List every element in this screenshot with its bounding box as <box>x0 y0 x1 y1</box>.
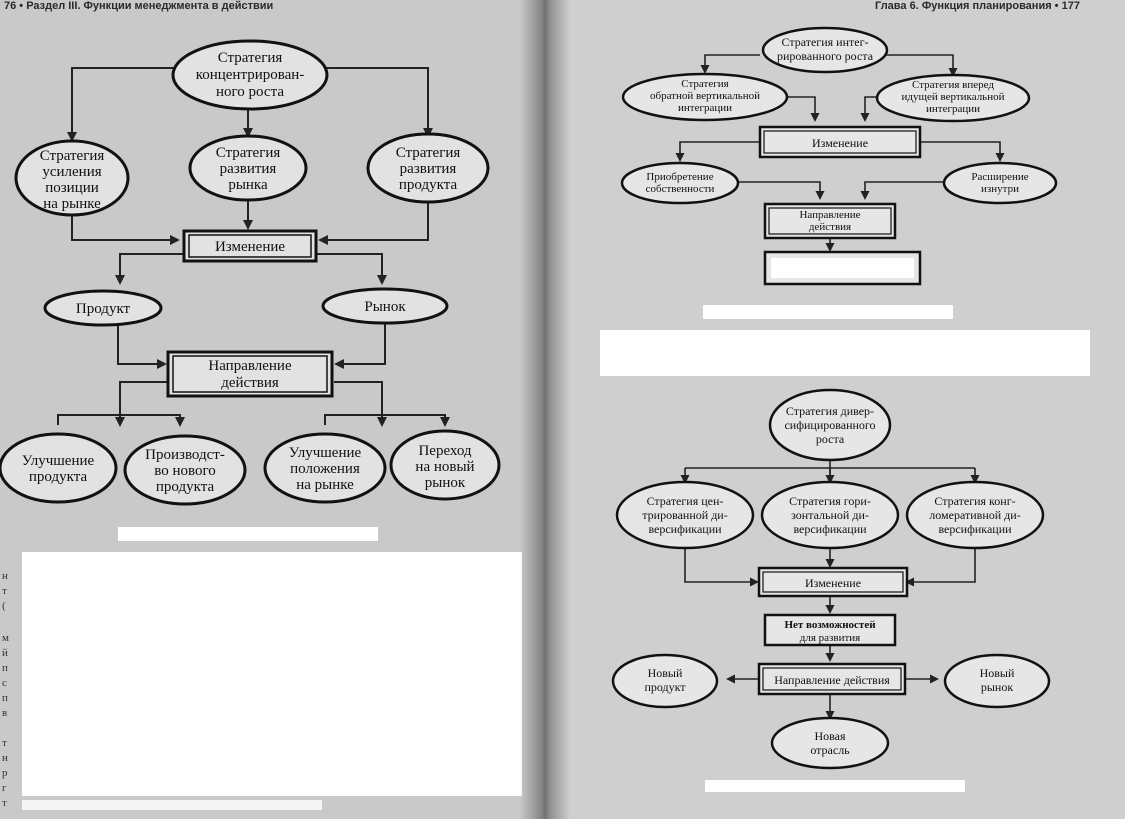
label-no-opportunity-1: Нет возможностей <box>784 619 876 631</box>
label-product: Продукт <box>75 301 131 317</box>
label-s3-2: развития <box>399 161 457 177</box>
label-int-left-2: обратной вертикальной <box>649 90 761 102</box>
left-caption-redaction <box>118 527 378 541</box>
label-div-s1-2: трированной ди- <box>642 508 728 522</box>
label-no-opportunity-2: для развития <box>799 632 861 644</box>
label-s1-1: Стратегия <box>39 148 105 164</box>
label-div-s2-1: Стратегия гори- <box>789 494 871 508</box>
label-o2-2: во нового <box>154 463 216 479</box>
label-new-industry-1: Новая <box>814 729 846 743</box>
left-running-head: 76 • Раздел III. Функции менеджмента в действии <box>4 0 274 12</box>
label-acquire-1: Приобретение <box>646 171 714 183</box>
label-div-s1-3: версификации <box>648 522 722 536</box>
label-int-right-3: интеграции <box>925 103 981 115</box>
right-page <box>545 0 1125 819</box>
label-div-top-2: сифицированного <box>784 418 876 432</box>
label-div-direction: Направление действия <box>774 673 890 687</box>
label-div-s1-1: Стратегия цен- <box>646 494 724 508</box>
label-int-left-3: интеграции <box>677 102 733 114</box>
label-s1-2: усиления <box>42 164 102 180</box>
label-o3-3: на рынке <box>296 477 354 493</box>
margin-letter: с <box>2 677 7 689</box>
margin-letter: р <box>2 767 8 779</box>
redacted-box-text <box>771 258 914 278</box>
label-o4-1: Переход <box>418 443 472 459</box>
right-bottom-redaction <box>705 780 965 792</box>
label-div-s3-3: версификации <box>938 522 1012 536</box>
label-s1-3: позиции <box>45 180 99 196</box>
margin-letter: н <box>2 570 8 582</box>
label-top-1: Стратегия <box>217 50 283 66</box>
label-new-market-2: рынок <box>980 680 1014 694</box>
label-new-market-1: Новый <box>979 666 1015 680</box>
label-expand-2: изнутри <box>981 183 1019 195</box>
label-div-change: Изменение <box>804 576 862 590</box>
label-o1-1: Улучшение <box>21 453 95 469</box>
label-s2-2: развития <box>219 161 277 177</box>
label-o3-1: Улучшение <box>288 445 362 461</box>
right-text-redaction <box>600 330 1090 376</box>
label-new-industry-2: отрасль <box>810 743 850 757</box>
label-direction-1: Направление <box>208 358 292 374</box>
label-new-product-2: продукт <box>644 680 686 694</box>
margin-letter: т <box>2 797 7 809</box>
label-expand-1: Расширение <box>971 171 1029 183</box>
margin-letter: т <box>2 737 7 749</box>
label-top-3: ного роста <box>216 84 284 100</box>
margin-letter: ( <box>2 600 6 612</box>
label-int-right-2: идущей вертикальной <box>901 91 1005 103</box>
label-change: Изменение <box>214 239 286 255</box>
right-caption-redaction <box>703 305 953 319</box>
label-new-product-1: Новый <box>647 666 683 680</box>
label-o2-1: Производст- <box>145 447 225 463</box>
margin-letter: м <box>2 632 9 644</box>
label-s2-3: рынка <box>228 177 268 193</box>
label-div-s3-1: Стратегия конг- <box>934 494 1016 508</box>
label-div-top-1: Стратегия дивер- <box>785 404 875 418</box>
label-top-2: концентрирован- <box>195 67 305 83</box>
label-div-top-3: роста <box>815 432 845 446</box>
label-int-top-1: Стратегия интег- <box>781 35 869 49</box>
book-gutter <box>520 0 570 819</box>
left-page <box>0 0 545 819</box>
label-int-direction-2: действия <box>808 221 852 233</box>
label-o4-2: на новый <box>415 459 475 475</box>
label-o2-3: продукта <box>155 479 215 495</box>
label-o4-3: рынок <box>424 475 466 491</box>
label-market: Рынок <box>364 299 406 315</box>
margin-letter: й <box>2 647 8 659</box>
label-s3-1: Стратегия <box>395 145 461 161</box>
left-text-redaction <box>22 552 522 796</box>
label-s1-4: на рынке <box>43 196 101 212</box>
right-running-head: Глава 6. Функция планирования • 177 <box>875 0 1080 12</box>
label-s3-3: продукта <box>398 177 458 193</box>
label-int-change: Изменение <box>811 136 869 150</box>
margin-letter: в <box>2 707 8 719</box>
margin-letter: г <box>2 782 7 794</box>
margin-letter: п <box>2 662 8 674</box>
label-o3-2: положения <box>290 461 360 477</box>
margin-letter: т <box>2 585 7 597</box>
label-int-top-2: рированного роста <box>776 49 874 63</box>
label-direction-2: действия <box>221 375 279 391</box>
label-div-s2-2: зонтальной ди- <box>791 508 869 522</box>
label-int-right-1: Стратегия вперед <box>912 79 994 91</box>
label-div-s3-2: ломеративной ди- <box>929 508 1021 522</box>
label-div-s2-3: версификации <box>793 522 867 536</box>
label-int-left-1: Стратегия <box>681 78 729 90</box>
label-s2-1: Стратегия <box>215 145 281 161</box>
margin-letter: н <box>2 752 8 764</box>
right-diagrams <box>545 0 1125 819</box>
label-int-direction-1: Направление <box>799 209 861 221</box>
label-o1-2: продукта <box>28 469 88 485</box>
margin-letter: п <box>2 692 8 704</box>
label-acquire-2: собственности <box>645 183 715 195</box>
